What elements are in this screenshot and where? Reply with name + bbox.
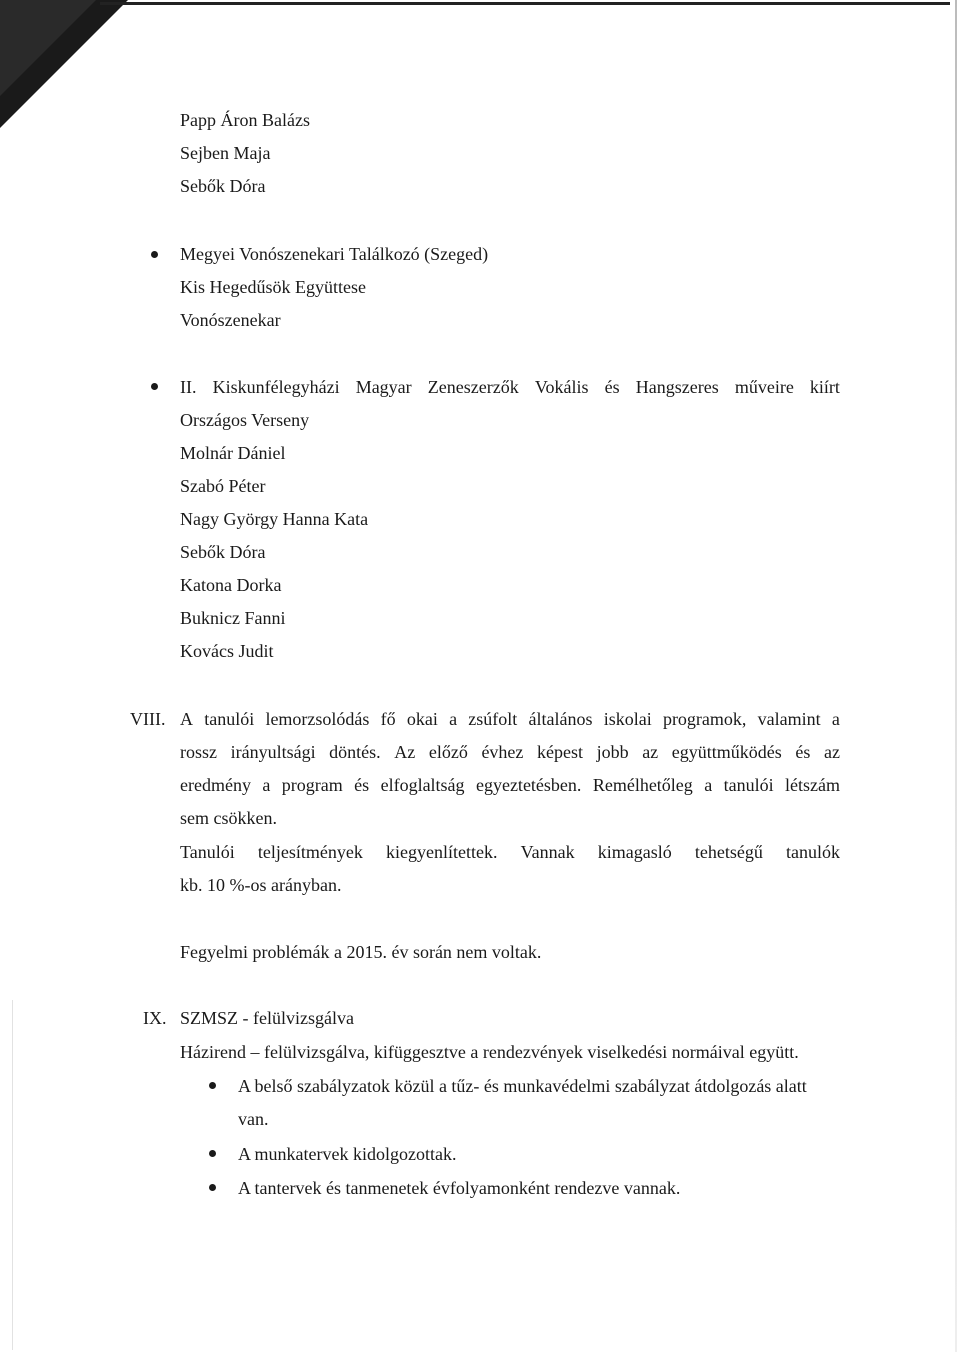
bullet-icon: [209, 1184, 216, 1191]
scan-left-edge: [12, 1000, 13, 1350]
paragraph-line: A tanulói lemorzsolódás fő okai a zsúfolt általános iskolai programok, valamint a: [180, 709, 840, 729]
word: Magyar: [355, 377, 412, 397]
word: Zeneszerzők: [427, 377, 519, 397]
name-line: Nagy György Hanna Kata: [180, 509, 369, 529]
list-item-cont: van.: [238, 1109, 269, 1129]
word: Vokális: [534, 377, 589, 397]
bullet-icon: [209, 1150, 216, 1157]
bullet-icon: [151, 251, 158, 258]
list-item: A belső szabályzatok közül a tűz- és munkavédelmi szabályzat átdolgozás alatt: [238, 1076, 807, 1096]
scan-corner-shadow: [0, 0, 140, 140]
list-item: A munkatervek kidolgozottak.: [238, 1144, 457, 1164]
word: II.: [180, 377, 197, 397]
competition-title: [180, 376, 840, 398]
section-title: SZMSZ - felülvizsgálva: [180, 1008, 354, 1028]
section-numeral: VIII.: [130, 709, 166, 729]
list-item: A tantervek és tanmenetek évfolyamonként rendezve vannak.: [238, 1178, 681, 1198]
name-line: Kovács Judit: [180, 641, 274, 661]
section-numeral: IX.: [143, 1008, 167, 1028]
event-title: Megyei Vonószenekari Találkozó (Szeged): [180, 244, 489, 264]
paragraph-line: Fegyelmi problémák a 2015. év során nem voltak.: [180, 942, 542, 962]
word: Hangszeres: [635, 377, 719, 397]
paragraph-line: kb. 10 %-os arányban.: [180, 875, 342, 895]
word: Kiskunfélegyházi: [212, 377, 340, 397]
name-line: Buknicz Fanni: [180, 608, 286, 628]
name-line: Katona Dorka: [180, 575, 282, 595]
word: és: [604, 377, 620, 397]
scan-top-edge: [100, 2, 950, 5]
competition-title-cont: Országos Verseny: [180, 410, 310, 430]
scan-right-edge: [955, 0, 957, 1352]
bullet-icon: [209, 1082, 216, 1089]
name-line: Szabó Péter: [180, 476, 266, 496]
ensemble-line: Vonószenekar: [180, 310, 281, 330]
paragraph-line: Házirend – felülvizsgálva, kifüggesztve a rendezvények viselkedési normáival együtt.: [180, 1042, 799, 1062]
name-line: Sebők Dóra: [180, 176, 266, 196]
ensemble-line: Kis Hegedűsök Együttese: [180, 277, 366, 297]
name-line: Sejben Maja: [180, 143, 271, 163]
paragraph-line: Tanulói teljesítmények kiegyenlítettek. Vannak kimagasló tehetségű tanulók: [180, 842, 840, 862]
name-line: Papp Áron Balázs: [180, 110, 310, 130]
paragraph-line: sem csökken.: [180, 808, 277, 828]
word: kiírt: [809, 377, 840, 397]
paragraph-line: eredmény a program és elfoglaltság egyeztetésben. Remélhetőleg a tanulói létszám: [180, 775, 840, 795]
paragraph-line: rossz irányultsági döntés. Az előző évhez képest jobb az együttműködés és az: [180, 742, 840, 762]
name-line: Molnár Dániel: [180, 443, 286, 463]
word: műveire: [734, 377, 794, 397]
name-line: Sebők Dóra: [180, 542, 266, 562]
bullet-icon: [151, 383, 158, 390]
